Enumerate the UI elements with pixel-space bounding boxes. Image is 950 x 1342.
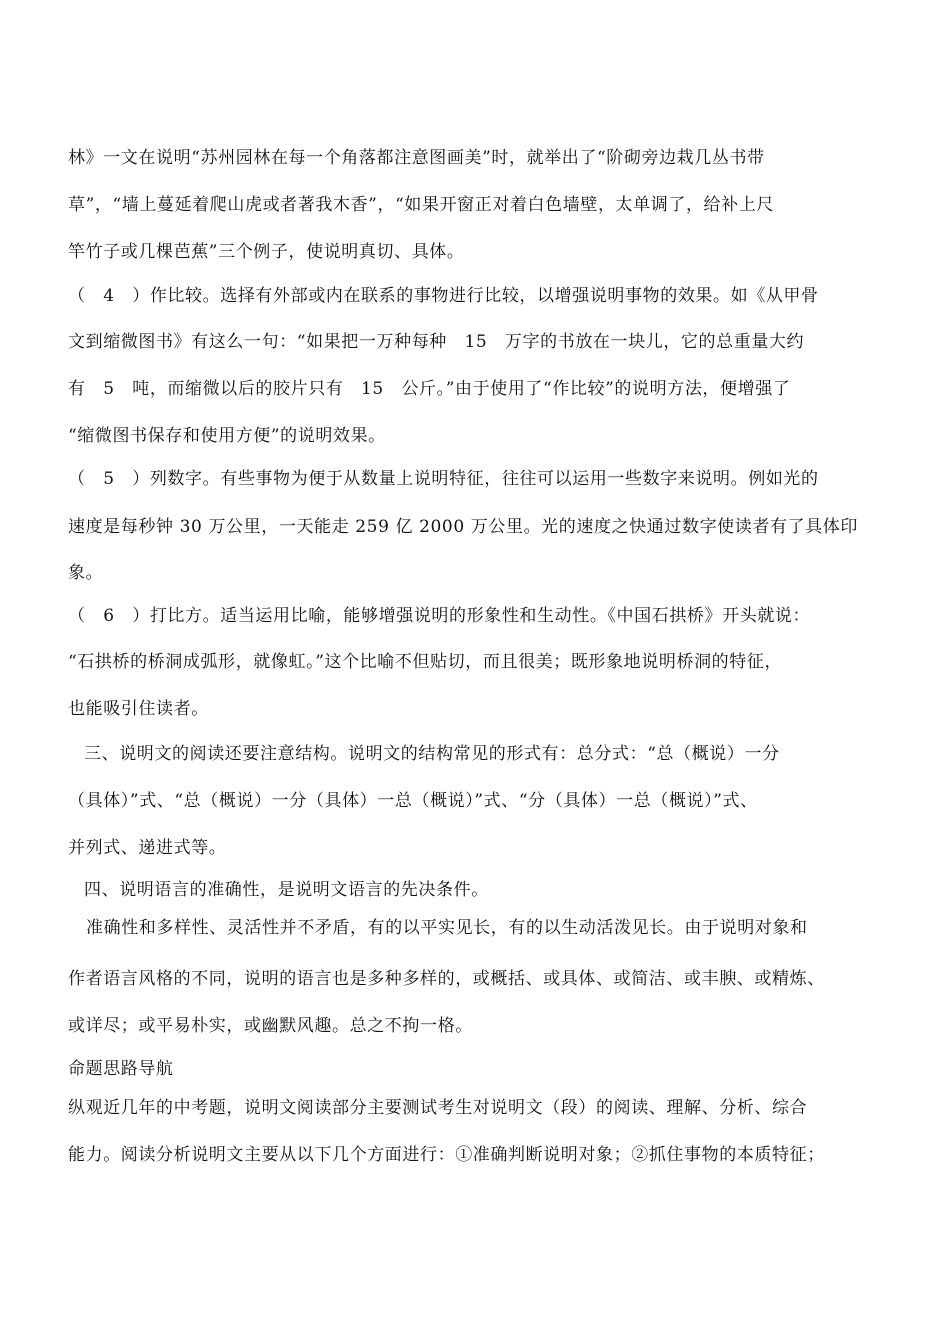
section-heading: 四、说明语言的准确性，是说明文语言的先决条件。 — [84, 880, 489, 900]
text-line: 准确性和多样性、灵活性并不矛盾，有的以平实见长，有的以生动活泼见长。由于说明对象和 — [86, 918, 808, 938]
text-line: （ 5 ）列数字。有些事物为便于从数量上说明特征，往往可以运用一些数字来说明。例如光的 — [68, 469, 819, 489]
text-line: 竿竹子或几棵芭蕉”三个例子，使说明真切、具体。 — [68, 242, 465, 262]
section-title: 命题思路导航 — [68, 1059, 174, 1079]
text-line: 速度是每秒钟 30 万公里，一天能走 259 亿 2000 万公里。光的速度之快通过数字使读者有了具体印 — [68, 517, 858, 537]
text-line: 能力。阅读分析说明文主要从以下几个方面进行：①准确判断说明对象；②抓住事物的本质特征； — [68, 1145, 825, 1165]
text-line: 有 5 吨，而缩微以后的胶片只有 15 公斤。”由于使用了“作比较”的说明方法，便增强了 — [68, 379, 791, 399]
text-line: 文到缩微图书》有这么一句：“如果把一万种每种 15 万字的书放在一块儿，它的总重量大约 — [68, 332, 805, 352]
text-line: “石拱桥的桥洞成弧形，就像虹。”这个比喻不但贴切，而且很美；既形象地说明桥洞的特征， — [68, 652, 783, 672]
text-line: 也能吸引住读者。 — [68, 699, 209, 719]
section-heading: 三、说明文的阅读还要注意结构。说明文的结构常见的形式有：总分式：“总（概说）一分 — [84, 744, 780, 764]
text-line: 并列式、递进式等。 — [68, 838, 227, 858]
text-line: 作者语言风格的不同，说明的语言也是多种多样的，或概括、或具体、或简洁、或丰腴、或精炼、 — [68, 969, 825, 989]
text-line: 纵观近几年的中考题，说明文阅读部分主要测试考生对说明文（段）的阅读、理解、分析、综合 — [68, 1098, 808, 1118]
text-line: 草”，“墙上蔓延着爬山虎或者著我木香”，“如果开窗正对着白色墙壁，太单调了，给补上尺 — [68, 195, 774, 215]
text-line: “缩微图书保存和使用方便”的说明效果。 — [68, 426, 386, 446]
text-line: （ 4 ）作比较。选择有外部或内在联系的事物进行比较，以增强说明事物的效果。如《从甲骨 — [68, 286, 819, 306]
text-line: 象。 — [68, 563, 104, 583]
text-line: 林》一文在说明“苏州园林在每一个角落都注意图画美”时，就举出了“阶砌旁边栽几丛书带 — [68, 148, 765, 168]
text-line: 或详尽；或平易朴实，或幽默风趣。总之不拘一格。 — [68, 1016, 473, 1036]
text-line: （具体）”式、“总（概说）一分（具体）一总（概说）”式、“分（具体）一总（概说）”式、 — [68, 791, 758, 811]
text-line: （ 6 ）打比方。适当运用比喻，能够增强说明的形象性和生动性。《中国石拱桥》开头就说： — [68, 606, 811, 626]
